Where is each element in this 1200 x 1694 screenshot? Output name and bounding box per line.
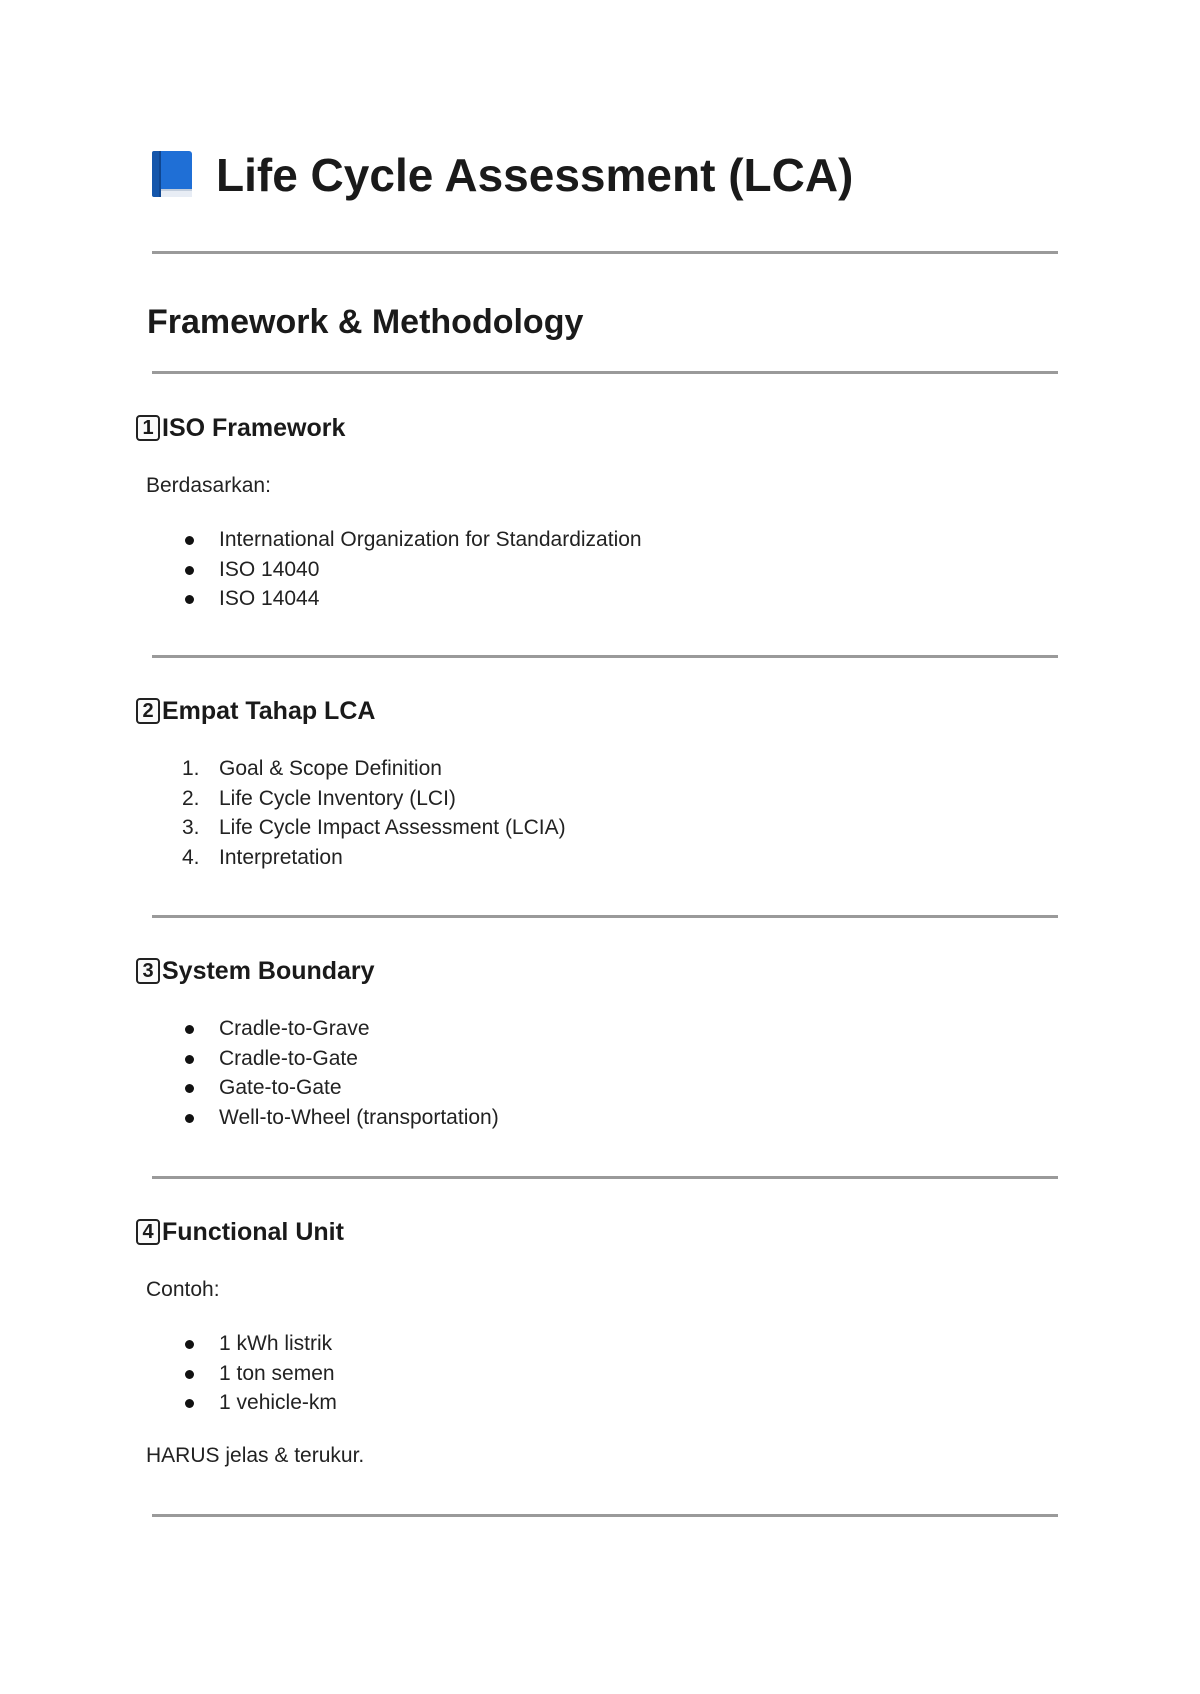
section-heading-system-boundary bbox=[136, 954, 375, 988]
list-item: 1. Goal & Scope Definition bbox=[182, 757, 442, 780]
bullet-icon bbox=[185, 595, 194, 604]
section-heading-text: System Boundary bbox=[162, 956, 375, 985]
bullet-icon bbox=[185, 1399, 194, 1408]
section-heading-text: Empat Tahap LCA bbox=[162, 696, 376, 725]
subtitle: Framework & Methodology bbox=[147, 303, 584, 341]
keycap-number-1-icon: 1 bbox=[136, 415, 160, 441]
numbered-list bbox=[170, 754, 566, 872]
keycap-number-3-icon: 3 bbox=[136, 958, 160, 984]
list-item: Cradle-to-Grave bbox=[170, 1014, 499, 1044]
divider bbox=[152, 1514, 1058, 1517]
section-heading-text: ISO Framework bbox=[162, 413, 346, 442]
bullet-icon bbox=[185, 1084, 194, 1093]
list-item: International Organization for Standardization bbox=[170, 525, 642, 555]
list-item: ISO 14040 bbox=[170, 555, 642, 585]
bullet-icon bbox=[185, 1370, 194, 1379]
bullet-list bbox=[170, 1014, 499, 1132]
divider bbox=[152, 1176, 1058, 1179]
list-item: 3. Life Cycle Impact Assessment (LCIA) bbox=[182, 816, 566, 839]
list-item: 1 ton semen bbox=[170, 1359, 337, 1389]
document-title-text: Life Cycle Assessment (LCA) bbox=[216, 149, 854, 201]
list-item: Well-to-Wheel (transportation) bbox=[170, 1103, 499, 1133]
keycap-number-4-icon: 4 bbox=[136, 1219, 160, 1245]
divider bbox=[152, 915, 1058, 918]
list-item: Cradle-to-Gate bbox=[170, 1044, 499, 1074]
bullet-icon bbox=[185, 536, 194, 545]
bullet-icon bbox=[185, 566, 194, 575]
divider bbox=[152, 251, 1058, 254]
section-heading-empat-tahap bbox=[136, 694, 375, 728]
section-intro: Contoh: bbox=[146, 1278, 220, 1301]
section-heading-functional-unit bbox=[136, 1215, 344, 1249]
bullet-icon bbox=[185, 1114, 194, 1123]
list-item: 1 vehicle-km bbox=[170, 1388, 337, 1418]
list-item: 1 kWh listrik bbox=[170, 1329, 337, 1359]
list-item: ISO 14044 bbox=[170, 584, 642, 614]
bullet-list bbox=[170, 1329, 337, 1418]
section-heading-text: Functional Unit bbox=[162, 1217, 344, 1246]
list-item: 2. Life Cycle Inventory (LCI) bbox=[182, 786, 456, 810]
blue-book-icon bbox=[148, 149, 196, 201]
list-item: 4. Interpretation bbox=[182, 845, 343, 869]
document-title bbox=[148, 142, 853, 208]
bullet-icon bbox=[185, 1055, 194, 1064]
section-intro: Berdasarkan: bbox=[146, 474, 271, 497]
divider bbox=[152, 655, 1058, 658]
bullet-icon bbox=[185, 1340, 194, 1349]
divider bbox=[152, 371, 1058, 374]
keycap-number-2-icon: 2 bbox=[136, 698, 160, 724]
bullet-list bbox=[170, 525, 642, 614]
section-heading-iso-framework bbox=[136, 411, 345, 445]
bullet-icon bbox=[185, 1025, 194, 1034]
list-item: Gate-to-Gate bbox=[170, 1073, 499, 1103]
section-note: HARUS jelas & terukur. bbox=[146, 1444, 365, 1467]
